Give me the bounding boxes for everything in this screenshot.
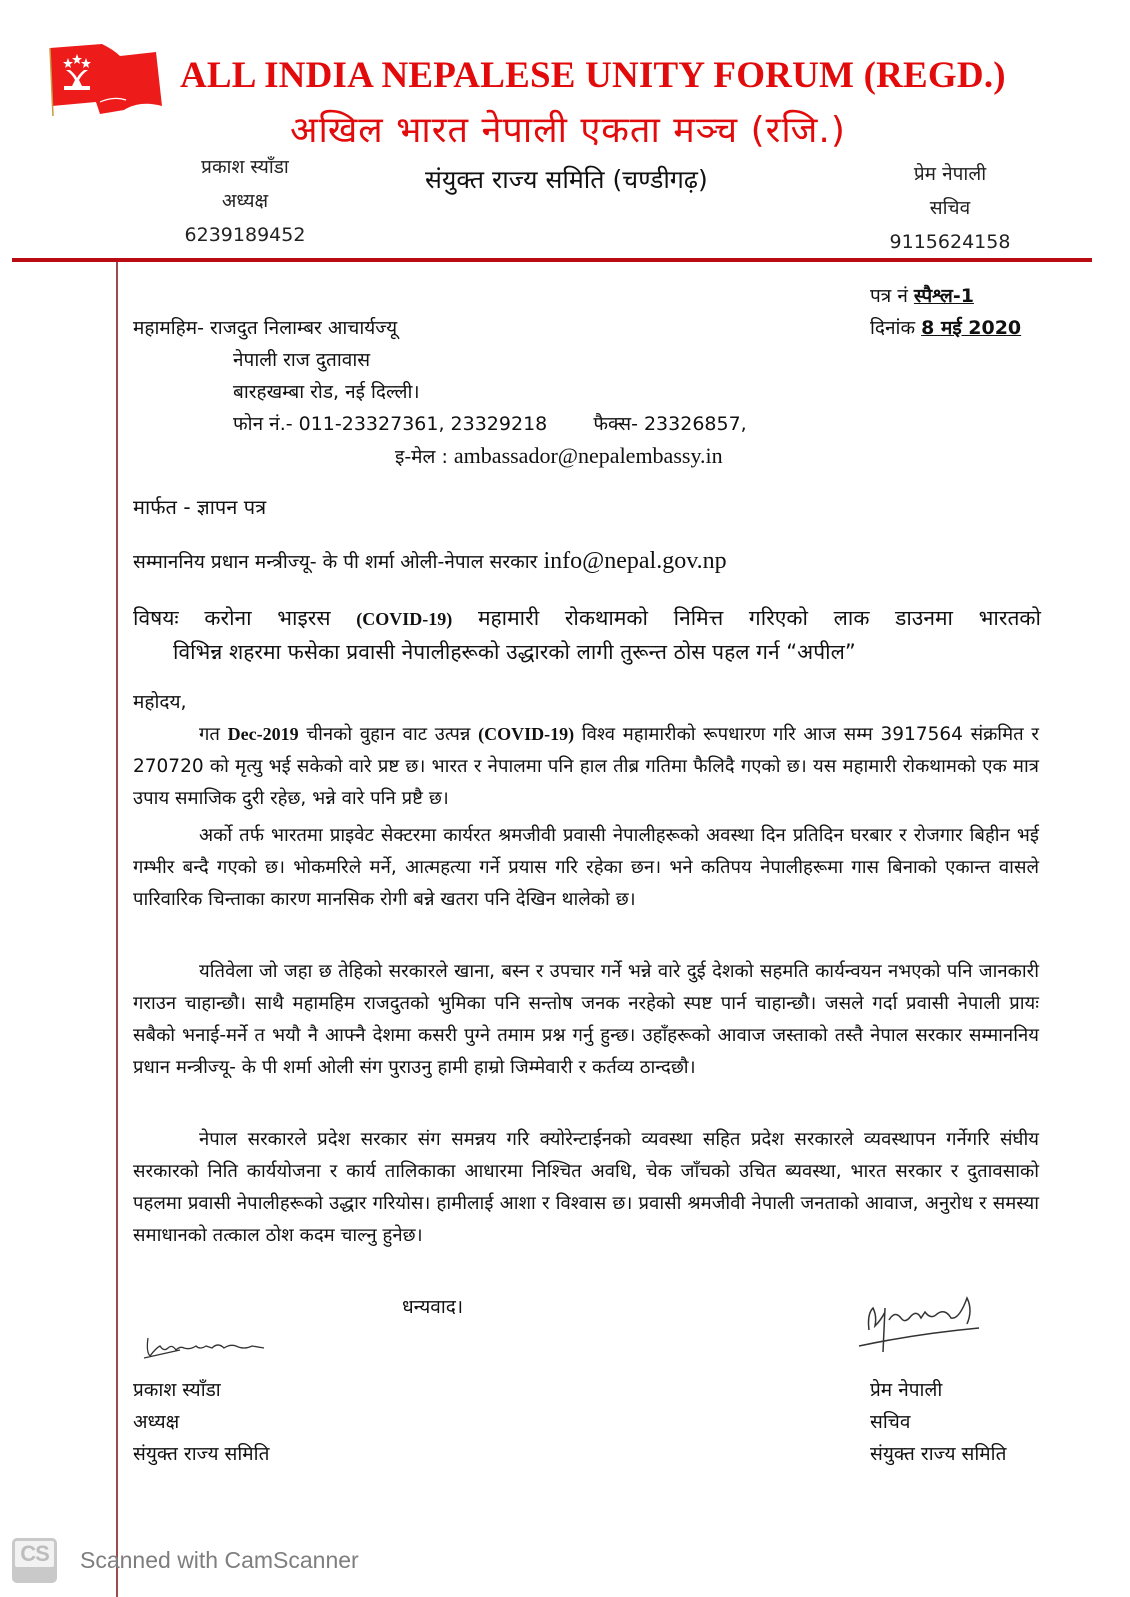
recipient-address <box>133 312 747 473</box>
paragraph-text: नेपाल सरकारले प्रदेश सरकार संग समन्नय गरि क्योरेन्टाईनको व्यवस्था सहित प्रदेश सरकारले व्यवस्थापन गर्नेगरि संघीय सरकारको निति कार्ययोजना र कार्य तालिकाका आधारमा निश्चित अवधि, चेक जाँचको उचित ब्यवस्था, भारत सरकार र दुतावसाको पहलमा प्रवासी नेपालीहरूको उद्धार गरियोस। हामीलाई आशा र विश्वास छ। प्रवासी श्रमजीवी नेपाली जनताको आवाज, अनुरोध र समस्या समाधानको तत्काल ठोश कदम चाल्नु हुनेछ। <box>133 1129 1039 1246</box>
signatory-left <box>133 1374 269 1470</box>
organization-name-english: ALL INDIA NEPALESE UNITY FORUM (REGD.) <box>180 55 1006 96</box>
recipient-office: नेपाली राज दुतावास <box>233 349 371 371</box>
body-paragraph-1 <box>133 718 1039 815</box>
body-paragraph-3 <box>133 956 1039 1084</box>
closing: धन्यवाद। <box>402 1296 464 1318</box>
letter-date: 8 मई 2020 <box>921 317 1022 339</box>
recipient-email-row <box>133 440 747 473</box>
date-label: दिनांक <box>870 317 916 339</box>
recipient-street: बारहखम्बा रोड, नई दिल्ली। <box>233 381 420 403</box>
scanner-watermark: Scanned with CamScanner <box>80 1547 359 1573</box>
recipient-contact <box>133 408 747 440</box>
email-label: इ-मेल : <box>395 446 448 468</box>
officer-phone: 9115624158 <box>889 231 1011 253</box>
paragraph-date: Dec-2019 <box>227 724 299 744</box>
signatory-right <box>870 1374 1006 1470</box>
letter-number-row <box>870 280 1021 312</box>
officer-name: प्रकाश स्याँडा <box>201 156 289 178</box>
officer-name: प्रेम नेपाली <box>913 163 987 185</box>
letter-number-label: पत्र नं <box>870 285 908 307</box>
officer-role: अध्यक्ष <box>221 190 269 212</box>
signatory-unit: संयुक्त राज्य समिति <box>870 1443 1007 1465</box>
subject-code: (COVID-19) <box>356 609 453 629</box>
signature-right <box>855 1290 990 1360</box>
camscanner-logo-icon <box>12 1538 57 1583</box>
recipient-phone: फोन नं.- 011-23327361, 23329218 <box>233 413 548 435</box>
recipient-email: ambassador@nepalembassy.in <box>453 443 723 468</box>
letter-reference <box>870 280 1021 344</box>
organization-name-nepali: अखिल भारत नेपाली एकता मञ्च (रजि.) <box>290 110 846 151</box>
flag-logo-icon <box>44 40 164 120</box>
letter-number: स्पैश्ल-1 <box>913 285 974 307</box>
signatory-role: सचिव <box>870 1411 911 1433</box>
signatory-name: प्रेम नेपाली <box>870 1379 943 1401</box>
recipient-fax: फैक्स- 23326857, <box>593 413 747 435</box>
via-line: मार्फत - ज्ञापन पत्र <box>133 495 267 519</box>
recipient-name: महामहिम- राजदुत निलाम्बर आचार्यज्यू <box>133 317 398 339</box>
officer-phone: 6239189452 <box>184 224 306 246</box>
body-paragraph-2 <box>133 820 1039 916</box>
header-right-officer <box>870 157 1030 259</box>
body-paragraph-4 <box>133 1124 1039 1252</box>
paragraph-text: चीनको वुहान वाट उत्पन्न <box>306 724 471 745</box>
paragraph-text: गत <box>199 724 220 745</box>
paragraph-text: यतिवेला जो जहा छ तेहिको सरकारले खाना, बस्न र उपचार गर्ने भन्ने वारे दुई देशको सहमति कार्यन्वयन नभएको पनि जानकारी गराउन चाहान्छौ। साथै महामहिम राजदुतको भुमिका पनि सन्तोष जनक नरहेको स्पष्ट पार्न चाहान्छौ। जसले गर्दा प्रवासी नेपाली प्रायः सबैको भनाई-मर्ने त भयौ नै आफ्नै देशमा कसरी पुग्ने तमाम प्रश्न गर्नु हुन्छ। उहाँहरूको आवाज जस्ताको तस्तै नेपाल सरकार सम्माननिय प्रधान मन्त्रीज्यू- के पी शर्मा ओली संग पुराउनु हामी हाम्रो जिम्मेवारी र कर्तव्य ठान्दछौ। <box>133 961 1039 1078</box>
subject-text: महामारी रोकथामको निमित्त गरिएको लाक डाउनमा भारतको <box>477 606 1041 630</box>
paragraph-text: अर्को तर्फ भारतमा प्राइवेट सेक्टरमा कार्यरत श्रमजीवी प्रवासी नेपालीहरूको अवस्था दिन प्रतिदिन घरबार र रोजगार बिहीन भई गम्भीर बन्दै गएको छ। भोकमरिले मर्ने, आत्महत्या गर्ने प्रयास गरि रहेका छन। भने कतिपय नेपालीहरूमा गास बिनाको एकान्त वासले पारिवारिक चिन्ताका कारण मानसिक रोगी बन्ने खतरा पनि देखिन थालेको छ। <box>133 825 1039 910</box>
paragraph-text: विश्व महामारीको रूपधारण गरि आज सम्म 3917564 संक्रमित र 270720 को मृत्यु भई सकेको वारे प्रष्ट छ। भारत र नेपालमा पनि हाल तीब्र गतिमा फैलिदै गएको छ। यस महामारी रोकथामको एक मात्र उपाय समाजिक दुरी रहेछ, भन्ने वारे पनि प्रष्टै छ। <box>133 724 1039 809</box>
signature-left <box>140 1328 270 1368</box>
margin-line <box>116 262 118 1597</box>
header-left-officer <box>165 150 325 252</box>
paragraph-code: (COVID-19) <box>478 724 575 744</box>
signatory-role: अध्यक्ष <box>133 1411 180 1433</box>
subject-text: विषयः करोना भाइरस <box>133 606 331 630</box>
signatory-name: प्रकाश स्याँडा <box>133 1379 221 1401</box>
addressee-line <box>133 548 727 575</box>
salutation: महोदय, <box>133 691 187 713</box>
subject-line-2: विभिन्न शहरमा फसेका प्रवासी नेपालीहरूको उद्धारको लागी तुरून्त ठोस पहल गर्न “अपील” <box>173 640 856 664</box>
subject-line-1 <box>133 602 1041 636</box>
addressee-text: सम्माननिय प्रधान मन्त्रीज्यू- के पी शर्मा ओली-नेपाल सरकार <box>133 551 538 573</box>
addressee-email: info@nepal.gov.np <box>543 548 727 574</box>
committee-name: संयुक्त राज्य समिति (चण्डीगढ़) <box>425 165 708 194</box>
date-row <box>870 312 1021 344</box>
header-divider <box>12 258 1092 262</box>
camscanner-logo-text: CS <box>20 1541 49 1566</box>
officer-role: सचिव <box>929 197 971 219</box>
subject <box>133 602 1041 669</box>
signatory-unit: संयुक्त राज्य समिति <box>133 1443 270 1465</box>
